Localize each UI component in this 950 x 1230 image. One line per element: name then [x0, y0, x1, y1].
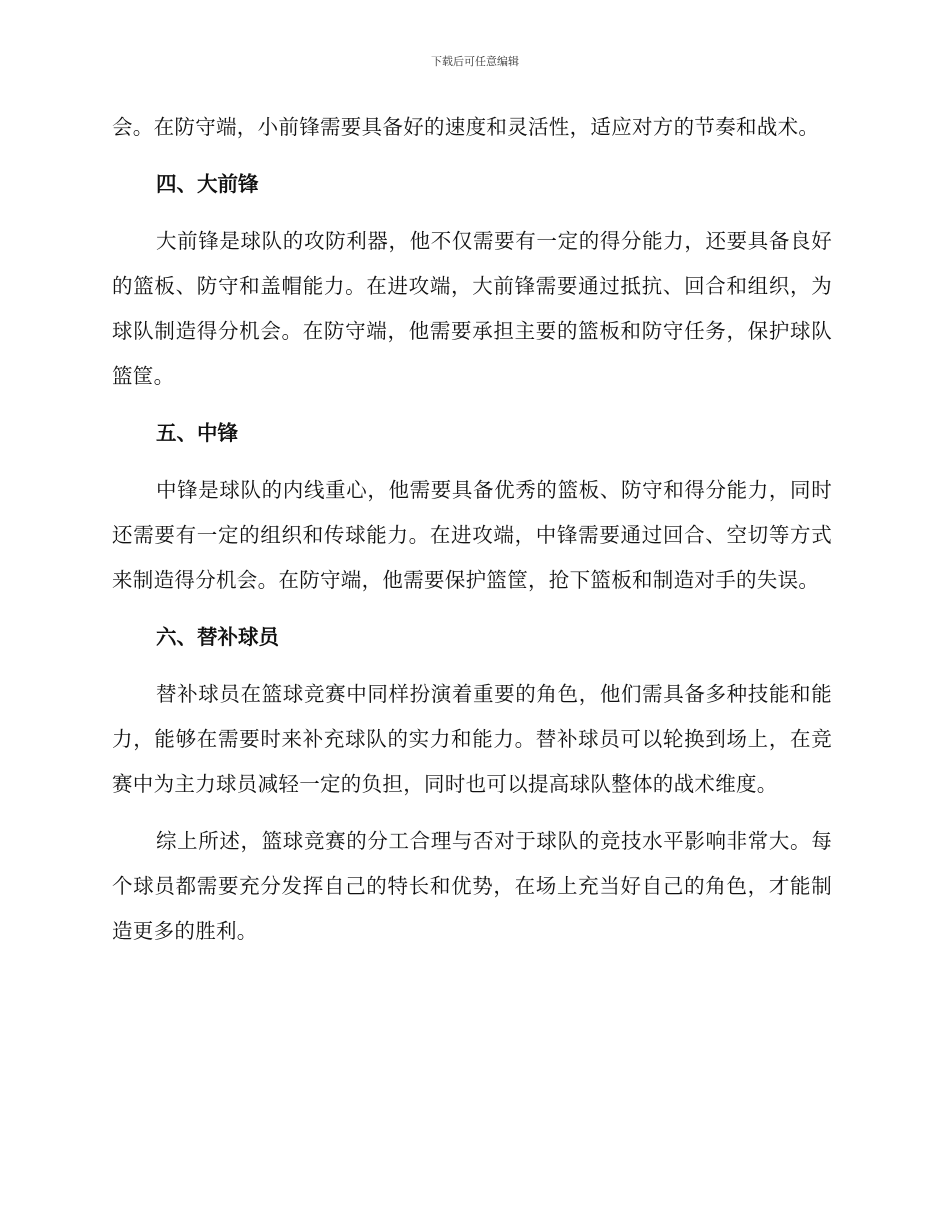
- page-header: 下载后可任意编辑: [431, 55, 519, 68]
- paragraph-conclusion: 综上所述，篮球竞赛的分工合理与否对于球队的竞技水平影响非常大。每个球员都需要充分发挥自己的特长和优势，在场上充当好自己的角色，才能制造更多的胜利。: [112, 829, 832, 943]
- heading-power-forward: 四、大前锋: [156, 172, 259, 196]
- paragraph-center: 中锋是球队的内线重心，他需要具备优秀的篮板、防守和得分能力，同时还需要有一定的组织和传球能力。在进攻端，中锋需要通过回合、空切等方式来制造得分机会。在防守端，他需要保护篮筐，抢下篮板和制造对手的失误。: [112, 478, 832, 592]
- paragraph-small-forward-continuation: 会。在防守端，小前锋需要具备好的速度和灵活性，适应对方的节奏和战术。: [112, 115, 820, 139]
- heading-center: 五、中锋: [156, 421, 238, 445]
- document-body: [112, 105, 832, 954]
- paragraph-substitutes: 替补球员在篮球竞赛中同样扮演着重要的角色，他们需具备多种技能和能力，能够在需要时来补充球队的实力和能力。替补球员可以轮换到场上，在竞赛中为主力球员减轻一定的负担，同时也可以提高球队整体的战术维度。: [112, 682, 832, 796]
- heading-substitutes: 六、替补球员: [156, 625, 279, 649]
- paragraph-power-forward: 大前锋是球队的攻防利器，他不仅需要有一定的得分能力，还要具备良好的篮板、防守和盖帽能力。在进攻端，大前锋需要通过抵抗、回合和组织，为球队制造得分机会。在防守端，他需要承担主要的篮板和防守任务，保护球队篮筐。: [112, 229, 832, 388]
